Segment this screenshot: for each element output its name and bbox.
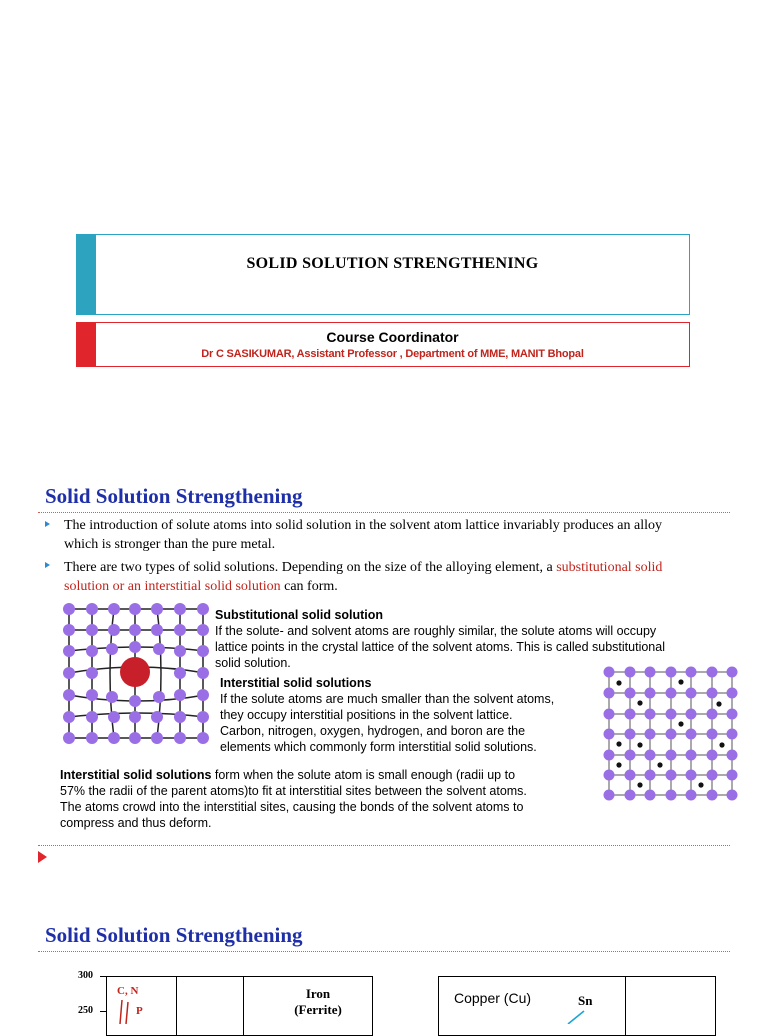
interstitial-line-4: elements which commonly form interstitial solid solutions. — [220, 740, 537, 754]
right-chart-frame — [438, 976, 716, 1036]
footer-divider — [38, 845, 730, 846]
bullet-paragraph-2 — [64, 558, 734, 596]
interstitial-note — [60, 767, 600, 831]
bullet-2-highlight-a: substitutional solid — [556, 560, 663, 575]
bullet-paragraph-1 — [64, 516, 734, 554]
series-lines — [114, 998, 138, 1024]
note-line-2: 57% the radii of the parent atoms)to fit at interstitial sites between the solvent atoms. — [60, 784, 527, 798]
note-bold-lead: Interstitial solid solutions — [60, 768, 212, 782]
coordinator-label: Course Coordinator — [326, 329, 459, 345]
bullet-icon — [45, 521, 50, 527]
interstitial-line-3: Carbon, nitrogen, oxygen, hydrogen, and boron are the — [220, 724, 526, 738]
substitutional-line-1: If the solute- and solvent atoms are roughly similar, the solute atoms will occupy — [215, 624, 657, 638]
coordinator-box — [76, 322, 690, 367]
chart-gridline — [625, 977, 626, 1035]
bullet-2-text-b: can form. — [280, 579, 338, 594]
bullet-1-line-2: which is stronger than the pure metal. — [64, 537, 276, 552]
substitutional-title: Substitutional solid solution — [215, 608, 384, 622]
chart-gridline — [243, 977, 244, 1035]
sn-series-line — [566, 1010, 586, 1024]
note-line-4: compress and thus deform. — [60, 816, 212, 830]
substitutional-line-3: solid solution. — [215, 656, 291, 670]
coordinator-accent-bar — [77, 323, 96, 366]
chart-gridline — [176, 977, 177, 1035]
iron-ferrite-label — [278, 986, 358, 1018]
substitutional-description — [215, 607, 715, 671]
interstitial-title: Interstitial solid solutions — [220, 676, 372, 690]
slide-end-marker-icon — [38, 851, 47, 863]
substitutional-lattice-diagram — [62, 603, 212, 745]
coordinator-name: Dr C SASIKUMAR, Assistant Professor , Department of MME, MANIT Bhopal — [201, 348, 584, 360]
heading-divider — [38, 512, 730, 513]
y-tick-300: 300 — [78, 970, 93, 981]
presentation-title: SOLID SOLUTION STRENGTHENING — [246, 255, 539, 272]
y-tick-250: 250 — [78, 1005, 93, 1016]
note-line-1: form when the solute atom is small enough (radii up to — [211, 768, 516, 782]
note-line-3: The atoms crowd into the interstitial sites, causing the bonds of the solvent atoms to — [60, 800, 524, 814]
interstitial-line-2: they occupy interstitial positions in the solvent lattice. — [220, 708, 513, 722]
bullet-2-highlight-b: solution or an interstitial solid solution — [64, 579, 281, 594]
title-accent-bar — [77, 235, 96, 314]
interstitial-lattice-diagram — [601, 664, 741, 804]
title-box — [76, 234, 690, 315]
bullet-1-line-1: The introduction of solute atoms into solid solution in the solvent atom lattice invariably produces an alloy — [64, 518, 663, 533]
interstitial-description — [220, 675, 600, 755]
series-label-cn: C, N — [117, 985, 139, 997]
series-label-sn: Sn — [578, 993, 593, 1008]
series-label-p: P — [136, 1005, 143, 1017]
bullet-icon — [45, 562, 50, 568]
iron-label-line-1: Iron — [305, 986, 331, 1001]
slide-heading-2: Solid Solution Strengthening — [45, 923, 303, 947]
iron-label-line-2: (Ferrite) — [294, 1002, 342, 1017]
copper-label: Copper (Cu) — [454, 990, 532, 1006]
slide-heading: Solid Solution Strengthening — [45, 484, 303, 508]
interstitial-line-1: If the solute atoms are much smaller than the solvent atoms, — [220, 692, 555, 706]
heading-divider-2 — [38, 951, 730, 952]
substitutional-line-2: lattice points in the crystal lattice of the solvent atoms. This is called substitutional — [215, 640, 665, 654]
bullet-2-text-a: There are two types of solid solutions. Depending on the size of the alloying element, a — [64, 560, 557, 575]
